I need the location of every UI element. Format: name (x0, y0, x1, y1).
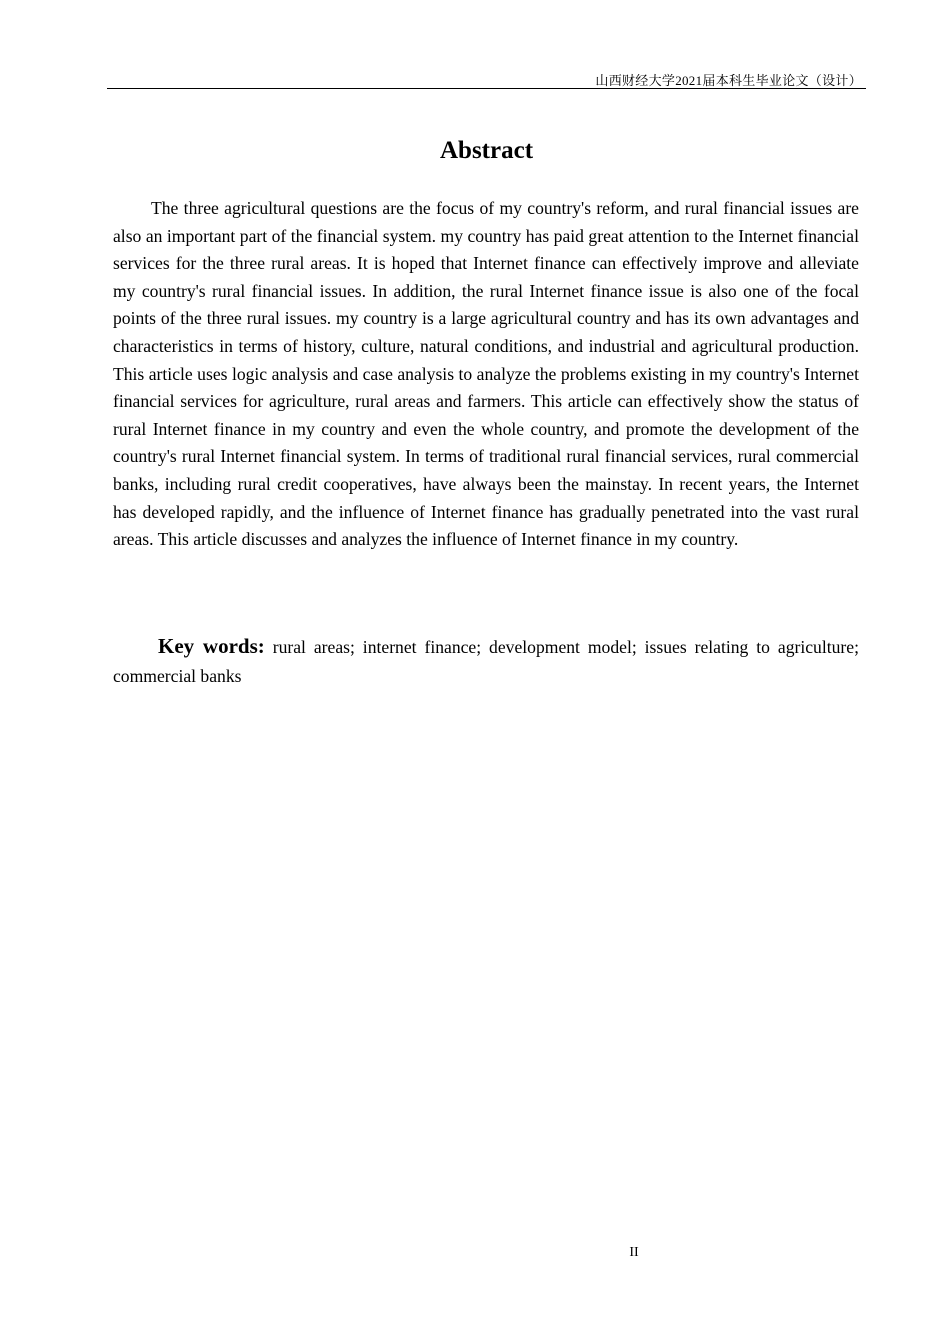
abstract-paragraph: The three agricultural questions are the focus of my country's reform, and rural financial issues are also an important part of the financial system. my country has paid great attention to the Internet financial services for the three rural areas. It is hoped that Internet finance can effectively improve and alleviate my country's rural financial issues. In addition, the rural Internet finance issue is also one of the focal points of the three rural issues. my country is a large agricultural country and has its own advantages and characteristics in terms of history, culture, natural conditions, and industrial and agricultural production. This article uses logic analysis and case analysis to analyze the problems existing in my country's Internet financial services for agriculture, rural areas and farmers. This article can effectively show the status of rural Internet finance in my country and even the whole country, and promote the development of the country's rural Internet financial system. In terms of traditional rural financial services, rural commercial banks, including rural credit cooperatives, have always been the mainstay. In recent years, the Internet has developed rapidly, and the influence of Internet finance has gradually penetrated into the vast rural areas. This article discusses and analyzes the influence of Internet finance in my country. (113, 198, 859, 550)
keywords-paragraph (113, 632, 859, 691)
page-title: Abstract (439, 137, 534, 164)
header-text: 山西财经大学2021届本科生毕业论文（设计） (595, 73, 862, 88)
page-header (107, 68, 866, 89)
keywords-text: rural areas; internet finance; development model; issues relating to agriculture; commercial banks (113, 637, 859, 686)
page-number: II (629, 1245, 639, 1260)
keywords-label: Key words: (158, 634, 265, 658)
